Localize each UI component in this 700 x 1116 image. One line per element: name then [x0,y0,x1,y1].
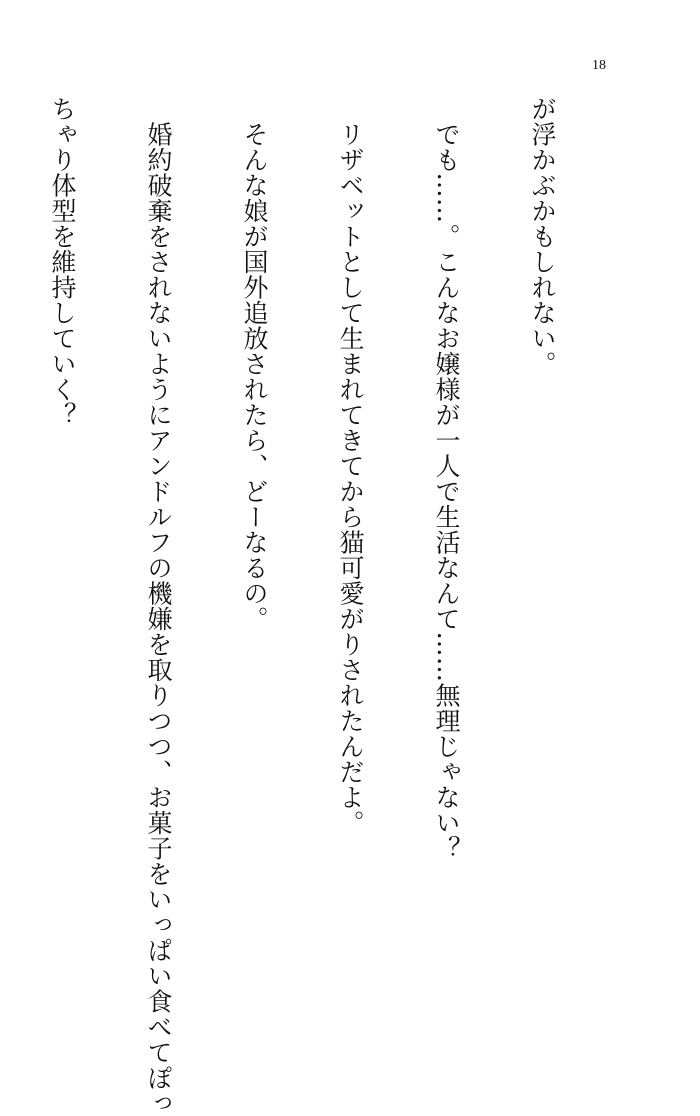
text-line: が浮かぶかもしれない。 [528,96,557,377]
text-line: でも……。こんなお嬢様が一人で生活なんて……無理じゃない？ [432,96,461,861]
text-line: 婚約破棄をされないようにアンドルフの機嫌を取りつつ、お菓子をいっぱい食べてぽっ [144,96,173,1116]
text-line: ちゃり体型を維持していく？ [48,96,77,428]
vertical-text-block [0,96,622,1116]
text-line: そんな娘が国外追放されたら、どーなるの。 [240,96,269,632]
page-number: 18 [592,58,606,73]
text-line: リザベットとして生まれてきてから猫可愛がりされたんだよ。 [336,96,365,836]
